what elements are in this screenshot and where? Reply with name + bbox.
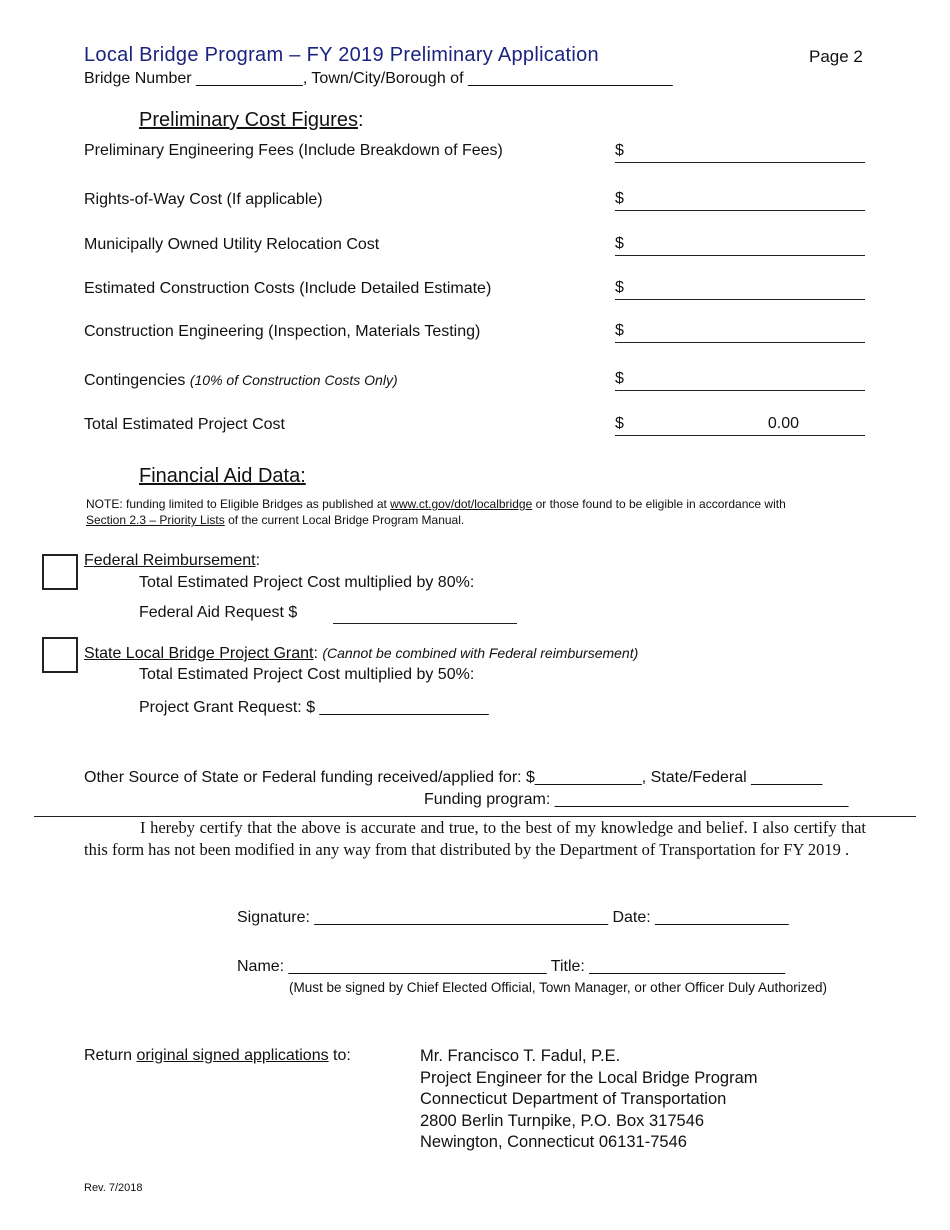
state-grant-checkbox[interactable] <box>42 637 78 673</box>
cost-field-construction[interactable]: $ <box>615 277 865 300</box>
name-title-line[interactable]: Name: _____________________________ Title: ______________________ <box>237 958 786 975</box>
address-line: Connecticut Department of Transportation <box>420 1090 727 1108</box>
federal-reimbursement-label: Federal Reimbursement: <box>84 552 261 569</box>
address-line: Project Engineer for the Local Bridge Program <box>420 1068 758 1087</box>
signature-date-line[interactable]: Signature: _________________________________ Date: _______________ <box>237 909 789 926</box>
cost-label-right-of-way: Rights-of-Way Cost (If applicable) <box>84 191 323 208</box>
cost-label-engineering: Preliminary Engineering Fees (Include Breakdown of Fees) <box>84 142 503 159</box>
address-line: Newington, Connecticut 06131-7546 <box>420 1133 687 1151</box>
federal-aid-request-field[interactable] <box>333 603 517 624</box>
funding-program-line[interactable]: Funding program: _________________________________ <box>424 791 849 808</box>
cost-field-construction-engineering[interactable]: $ <box>615 320 865 343</box>
cost-field-right-of-way[interactable]: $ <box>615 188 865 211</box>
cost-label-construction-engineering: Construction Engineering (Inspection, Materials Testing) <box>84 323 481 340</box>
localbridge-link[interactable]: www.ct.gov/dot/localbridge <box>390 497 533 511</box>
federal-aid-request-label: Federal Aid Request $ <box>139 604 298 621</box>
address-line: 2800 Berlin Turnpike, P.O. Box 317546 <box>420 1111 705 1130</box>
state-multiplier-text: Total Estimated Project Cost multiplied by 50%: <box>139 666 475 683</box>
cost-section-heading: Preliminary Cost Figures: <box>139 109 364 131</box>
cost-label-contingencies: Contingencies (10% of Construction Costs Only) <box>84 372 398 389</box>
priority-lists-link[interactable]: Section 2.3 – Priority Lists <box>86 513 225 527</box>
cost-field-contingencies[interactable]: $ <box>615 368 865 391</box>
state-grant-label: State Local Bridge Project Grant: (Cannot be combined with Federal reimbursement) <box>84 645 639 662</box>
aid-note-line1: NOTE: funding limited to Eligible Bridges as published at www.ct.gov/dot/localbridge or those found to be eligible in accordance with <box>86 497 786 511</box>
cost-label-utility: Municipally Owned Utility Relocation Cost <box>84 236 380 253</box>
other-funding-line[interactable]: Other Source of State or Federal funding received/applied for: $____________, State/Federal ________ <box>84 769 823 786</box>
cost-field-utility[interactable]: $ <box>615 233 865 256</box>
cost-field-total[interactable]: $ 0.00 <box>615 413 865 436</box>
form-title: Local Bridge Program – FY 2019 Preliminary Application <box>84 44 599 66</box>
federal-reimbursement-checkbox[interactable] <box>42 554 78 590</box>
aid-section-heading: Financial Aid Data: <box>139 465 306 487</box>
page-number: Page 2 <box>809 47 863 66</box>
cost-field-engineering[interactable]: $ <box>615 140 865 163</box>
project-grant-request-field[interactable]: Project Grant Request: $ ___________________ <box>139 699 489 716</box>
address-line: Mr. Francisco T. Fadul, P.E. <box>420 1047 621 1065</box>
federal-multiplier-text: Total Estimated Project Cost multiplied by 80%: <box>139 574 475 591</box>
certification-text: I hereby certify that the above is accurate and true, to the best of my knowledge and belief. I also certify that this form has not been modified in any way from that distributed by the Department of Transportation for FY 2019 . <box>84 818 866 859</box>
aid-note-line2: Section 2.3 – Priority Lists of the current Local Bridge Program Manual. <box>86 513 465 527</box>
cost-label-total: Total Estimated Project Cost <box>84 416 285 433</box>
revision-date: Rev. 7/2018 <box>84 1182 143 1194</box>
cost-label-construction: Estimated Construction Costs (Include Detailed Estimate) <box>84 280 492 297</box>
return-instruction: Return original signed applications to: <box>84 1047 351 1064</box>
signature-authority-note: (Must be signed by Chief Elected Official, Town Manager, or other Officer Duly Authorized) <box>289 980 828 995</box>
bridge-number-line[interactable]: Bridge Number ____________, Town/City/Borough of _______________________ <box>84 70 673 87</box>
return-address <box>420 1046 758 1154</box>
